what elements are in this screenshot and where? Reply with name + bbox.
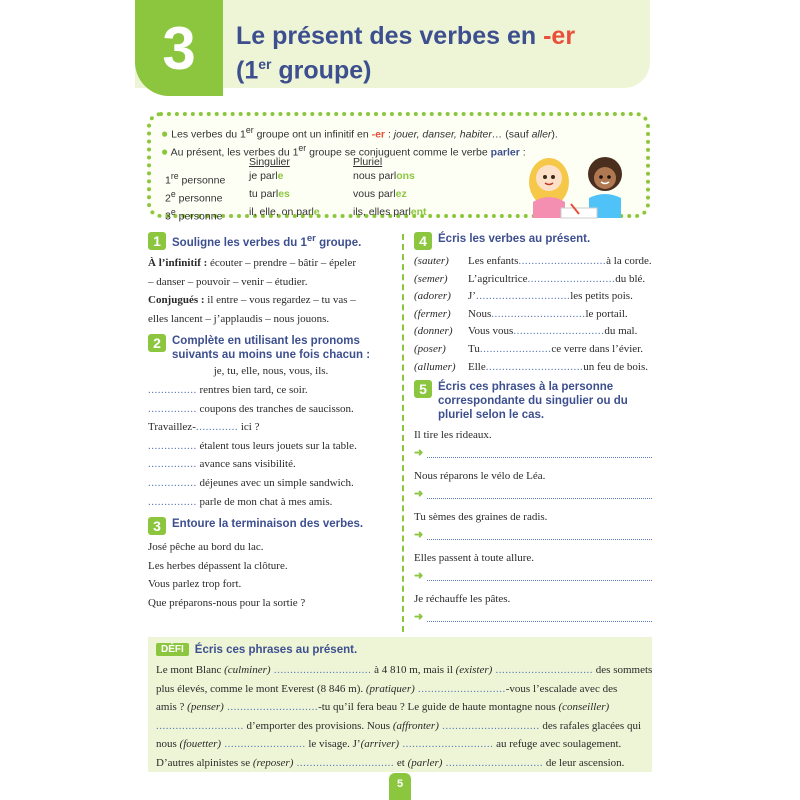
conjugation-header	[165, 156, 513, 170]
sing-stem: tu parl	[249, 187, 279, 200]
defi-line	[156, 698, 646, 717]
verb-hint: (exister)	[455, 664, 493, 676]
exercise-2-number: 2	[148, 334, 166, 352]
infinitive-words-2[interactable]: – danser – pouvoir – venir – étudier.	[148, 275, 308, 288]
verb-row	[414, 271, 652, 289]
title-group-open: (1	[236, 56, 259, 85]
answer-blank[interactable]	[427, 612, 652, 622]
exercise-2	[148, 334, 394, 511]
exercise-4	[414, 232, 652, 376]
plur-stem: nous parl	[353, 169, 397, 182]
blank[interactable]: ............................	[223, 701, 319, 714]
exercise-2-title	[148, 334, 394, 362]
defi-fragment: plus élevés, comme le mont Everest (8 846 m).	[156, 682, 366, 695]
row-text: Vous vous	[468, 325, 514, 338]
title-group-close: groupe)	[271, 56, 372, 85]
person-sup: e	[170, 206, 176, 217]
sentence[interactable]: Que préparons-nous pour la sortie ?	[148, 596, 306, 609]
blank[interactable]: .............................	[491, 307, 586, 320]
plur-ending: ez	[395, 187, 407, 200]
sentence[interactable]: José pêche au bord du lac.	[148, 541, 264, 554]
defi-fragment: à 4 810 m, mais il	[371, 664, 456, 676]
fill-text: parle de mon chat à mes amis.	[196, 495, 333, 508]
blank[interactable]: ...............	[148, 458, 197, 471]
person-sup: e	[170, 188, 176, 199]
defi-line	[156, 661, 653, 680]
fill-text: coupons des tranches de saucisson.	[196, 402, 354, 415]
rule-line1-mid: groupe ont un infinitif en	[253, 128, 372, 141]
verb-row	[414, 341, 652, 359]
exercise-5-title	[414, 380, 652, 422]
rule-line1-post: (sauf	[502, 128, 532, 141]
verb-hint: (sauter)	[414, 255, 449, 267]
rule-line2-verb: parler	[490, 146, 520, 159]
blank[interactable]: ...............	[148, 495, 197, 508]
rule-line1-end: ).	[551, 128, 558, 141]
exercise-5-number: 5	[414, 380, 432, 398]
defi-text	[156, 661, 653, 773]
arrow-icon: ➜	[414, 488, 424, 501]
rule-line2-end: :	[519, 146, 526, 159]
defi-instruction: Écris ces phrases au présent.	[194, 643, 358, 656]
blank[interactable]: ..............................	[485, 360, 584, 373]
chapter-number: 3	[162, 14, 196, 82]
fill-text: déjeunes avec un simple sandwich.	[196, 476, 354, 489]
verb-hint: (fouetter)	[179, 738, 222, 751]
fill-line[interactable]	[148, 493, 394, 512]
exercise-5-instruction: Écris ces phrases à la personne correspondante du singulier ou du pluriel selon le cas.	[438, 381, 628, 422]
fill-line[interactable]	[148, 400, 394, 419]
blank[interactable]: ..............................	[270, 664, 372, 676]
blank[interactable]: ...........................	[518, 255, 607, 267]
exercise-4-instruction: Écris les verbes au présent.	[438, 233, 591, 245]
defi-fragment: nous	[156, 738, 180, 751]
arrow-icon: ➜	[414, 570, 424, 583]
blank[interactable]: ...............	[148, 383, 197, 396]
defi-fragment: -tu qu’il fera beau ? Le guide de haute montagne nous	[318, 701, 559, 714]
blank[interactable]: ......................	[479, 342, 552, 355]
fill-line[interactable]	[148, 418, 394, 437]
sing-ending: e	[277, 169, 284, 182]
verb-row	[414, 253, 652, 271]
defi-badge: DÉFI	[156, 643, 189, 656]
conjugation-row	[165, 170, 513, 188]
defi-line	[156, 680, 646, 699]
blank[interactable]: ..............................	[492, 664, 594, 676]
exercise-1-title-post: groupe.	[315, 236, 362, 249]
arrow-icon: ➜	[414, 447, 424, 460]
defi-fragment: et	[394, 756, 408, 769]
chapter-tab	[135, 0, 223, 96]
plur-stem: vous parl	[353, 187, 396, 200]
fill-text: ici ?	[238, 421, 260, 434]
answer-line[interactable]	[414, 444, 652, 462]
fill-line[interactable]	[148, 474, 394, 493]
defi-fragment: des rafales glacées qui	[539, 719, 642, 732]
conjugated-label: Conjugués :	[148, 294, 205, 307]
verb-hint: (conseiller)	[558, 701, 610, 714]
conjugation-row	[165, 188, 513, 206]
blank[interactable]: ...........................	[414, 682, 506, 695]
defi-fragment: -vous l’escalade avec des	[505, 682, 618, 695]
fill-text: Travaillez-	[148, 421, 196, 434]
rule-box	[147, 112, 650, 222]
exercise-3-number: 3	[148, 517, 166, 535]
rule-line1-pre: Les verbes du 1	[171, 128, 246, 141]
exercise-1-title	[148, 232, 394, 250]
exercise-3-title	[148, 517, 394, 535]
exercise-5	[414, 380, 652, 626]
sentence[interactable]: Vous parlez trop fort.	[148, 578, 242, 591]
person-label: personne	[175, 192, 223, 204]
title-ending: -er	[543, 22, 576, 50]
fill-text: rentres bien tard, ce soir.	[196, 383, 308, 396]
verb-hint: (arriver)	[360, 738, 400, 751]
exercise-1	[148, 232, 394, 328]
verb-hint: (allumer)	[414, 360, 456, 373]
exercise-3-instruction: Entoure la terminaison des verbes.	[172, 518, 364, 531]
blank[interactable]: ...............	[148, 439, 197, 452]
row-text: les petits pois.	[570, 290, 633, 303]
title-text: Le présent des verbes en	[236, 22, 544, 50]
conjugation-row	[165, 206, 513, 224]
blank[interactable]: ...............	[148, 402, 197, 415]
fill-line[interactable]	[148, 455, 394, 474]
verb-hint: (semer)	[414, 272, 448, 285]
exercise-1-title-sup: er	[306, 233, 316, 244]
pronoun-list: je, tu, elle, nous, vous, ils.	[213, 365, 329, 378]
defi-fragment: Le mont Blanc	[156, 664, 225, 676]
rule-line1-colon: :	[385, 128, 394, 141]
blank[interactable]: .........................	[221, 738, 306, 751]
rule-line2-mid: groupe se conjuguent comme le verbe	[306, 146, 491, 159]
defi-line	[156, 735, 646, 754]
defi-line	[156, 717, 646, 736]
fill-line[interactable]	[148, 437, 394, 456]
row-text: le portail.	[585, 307, 628, 320]
blank[interactable]: ............................	[399, 738, 494, 751]
plur-stem: ils, elles parl	[353, 205, 411, 218]
exercise-3	[148, 517, 394, 612]
exercise-2-instruction: Complète en utilisant les pronoms suivants au moins une fois chacun :	[172, 335, 371, 362]
row-text: ce verre dans l’évier.	[551, 342, 643, 355]
person-num: 2	[165, 192, 171, 204]
bullet-icon: ●	[161, 144, 169, 159]
row-text: un feu de bois.	[583, 360, 648, 373]
row-text: du blé.	[615, 272, 646, 285]
blank[interactable]: ..............................	[438, 719, 540, 732]
defi-fragment: amis ?	[156, 701, 188, 714]
verb-hint: (donner)	[414, 325, 453, 338]
defi-title	[156, 643, 357, 656]
rule-text	[161, 124, 558, 160]
defi-fragment: des sommets	[593, 664, 653, 676]
page-title	[236, 22, 575, 84]
row-text: Les enfants	[468, 255, 519, 267]
verb-hint: (reposer)	[252, 756, 294, 769]
rule-line2-sup: er	[298, 143, 307, 153]
verb-hint: (pratiquer)	[365, 682, 415, 695]
row-text: Tu	[468, 342, 480, 355]
answer-line[interactable]	[414, 485, 652, 503]
row-text: L’agricultrice	[468, 272, 528, 285]
answer-blank[interactable]	[427, 489, 652, 499]
blank[interactable]: ...........................	[156, 719, 244, 732]
sing-ending: es	[278, 187, 290, 200]
answer-line[interactable]	[414, 526, 652, 544]
conjugated-words-1[interactable]: il entre – vous regardez – tu vas –	[204, 294, 356, 307]
fill-line[interactable]	[148, 381, 394, 400]
rule-line1-ending: -er	[371, 128, 386, 141]
rule-line1-examples: jouer, danser, habiter…	[393, 128, 503, 141]
verb-row	[414, 288, 652, 306]
blank[interactable]: ..............................	[442, 756, 544, 769]
defi-fragment: D’autres alpinistes se	[156, 756, 253, 769]
verb-hint: (adorer)	[414, 290, 451, 303]
page-number: 5	[389, 773, 411, 800]
blank[interactable]: .............................	[475, 290, 571, 303]
answer-blank[interactable]	[427, 448, 652, 458]
source-sentence: Elles passent à toute allure.	[414, 552, 535, 565]
defi-fragment: de leur ascension.	[543, 756, 625, 769]
exercise-4-number: 4	[414, 232, 432, 250]
verb-hint: (culminer)	[224, 664, 271, 676]
right-column	[414, 232, 652, 631]
infinitive-line	[148, 254, 394, 273]
children-illustration	[521, 152, 641, 220]
answer-line[interactable]	[414, 567, 652, 585]
blank[interactable]: .............	[195, 421, 239, 434]
row-text: J’	[468, 290, 476, 303]
plur-ending: ent	[410, 205, 427, 218]
verb-hint: (parler)	[407, 756, 443, 769]
sing-stem: il, elle, on parl	[249, 205, 314, 218]
verb-row	[414, 306, 652, 324]
answer-line[interactable]	[414, 608, 652, 626]
row-text: du mal.	[604, 325, 638, 338]
fill-text: avance sans visibilité.	[196, 458, 296, 471]
source-sentence: Je réchauffe les pâtes.	[414, 593, 511, 606]
verb-hint: (affronter)	[392, 719, 439, 732]
exercise-1-title-pre: Souligne les verbes du 1	[172, 236, 307, 249]
conjugation-table	[165, 156, 513, 224]
arrow-icon: ➜	[414, 529, 424, 542]
fill-text: étalent tous leurs jouets sur la table.	[196, 439, 357, 452]
answer-blank[interactable]	[427, 571, 652, 581]
row-text: Elle	[468, 360, 486, 373]
blank[interactable]: ..............................	[293, 756, 395, 769]
arrow-icon: ➜	[414, 611, 424, 624]
blank[interactable]: ...............	[148, 476, 197, 489]
title-group-sup: er	[258, 56, 272, 72]
exercise-4-title	[414, 232, 652, 250]
defi-box	[148, 637, 652, 772]
verb-row	[414, 359, 652, 377]
plur-ending: ons	[396, 169, 415, 182]
defi-fragment: au refuge avec soulagement.	[493, 738, 622, 751]
left-column	[148, 232, 394, 617]
conjugated-words-2[interactable]: elles lancent – j’applaudis – nous jouons.	[148, 312, 330, 325]
rule-line1-exception: aller	[531, 128, 552, 141]
blank[interactable]: ............................	[513, 325, 605, 338]
infinitive-label: À l’infinitif :	[148, 257, 208, 269]
source-sentence: Nous réparons le vélo de Léa.	[414, 470, 546, 483]
plural-header: Pluriel	[353, 156, 383, 168]
blank[interactable]: ...........................	[527, 272, 616, 285]
verb-hint: (penser)	[187, 701, 224, 714]
verb-hint: (poser)	[414, 342, 446, 355]
singular-header: Singulier	[249, 156, 290, 168]
row-text: à la corde.	[606, 255, 652, 267]
verb-row	[414, 323, 652, 341]
person-sup: re	[170, 170, 179, 181]
defi-line	[156, 754, 646, 773]
rule-line2-pre: Au présent, les verbes du 1	[170, 146, 299, 159]
sing-ending: e	[313, 205, 320, 218]
infinitive-words-1[interactable]: écouter – prendre – bâtir – épeler	[207, 257, 357, 269]
person-label: personne	[175, 210, 223, 222]
bullet-icon: ●	[161, 126, 169, 141]
answer-blank[interactable]	[427, 530, 652, 540]
conjugated-line	[148, 291, 394, 310]
verb-hint: (fermer)	[414, 307, 451, 320]
defi-fragment: le visage. J’	[305, 738, 361, 751]
source-sentence: Il tire les rideaux.	[414, 429, 492, 442]
exercise-1-number: 1	[148, 232, 166, 250]
column-divider	[402, 234, 404, 632]
rule-line1-sup: er	[245, 125, 254, 135]
person-num: 1	[165, 174, 171, 186]
person-num: 3	[165, 210, 171, 222]
sentence[interactable]: Les herbes dépassent la clôture.	[148, 559, 288, 572]
defi-fragment: d’emporter des provisions. Nous	[243, 719, 393, 732]
sing-stem: je parl	[249, 169, 278, 182]
person-label: personne	[178, 174, 226, 186]
source-sentence: Tu sèmes des graines de radis.	[414, 511, 548, 524]
row-text: Nous	[468, 307, 492, 320]
